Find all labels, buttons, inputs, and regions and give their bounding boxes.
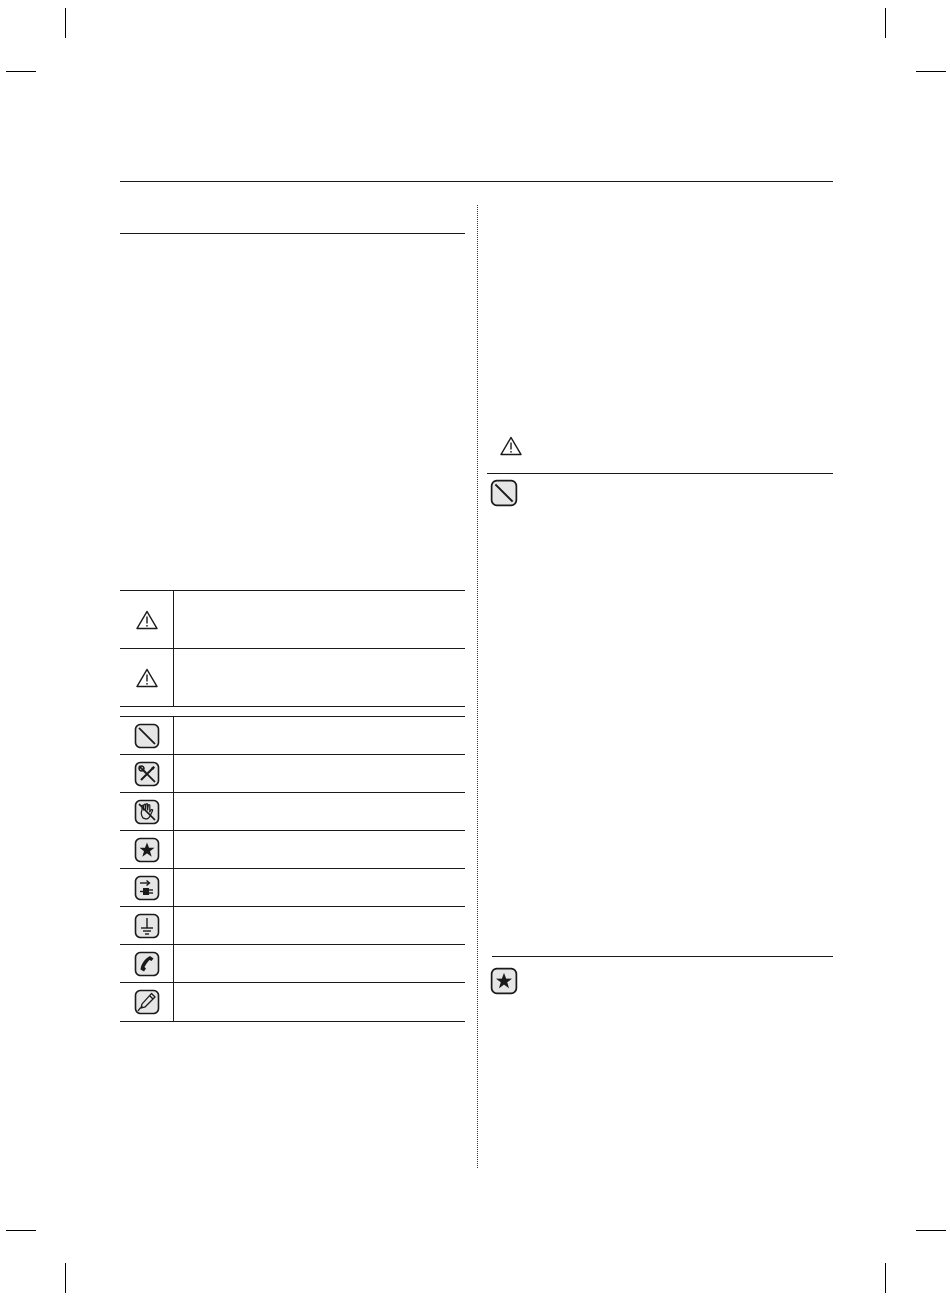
table-row <box>120 755 465 793</box>
warning-triangle-icon <box>120 591 173 648</box>
table-row <box>120 869 465 907</box>
prohibited-icon <box>120 717 173 754</box>
crop-mark <box>885 8 886 38</box>
crop-mark <box>916 1230 946 1231</box>
crop-mark <box>65 8 66 38</box>
table-row <box>120 831 465 869</box>
warning-triangle-icon <box>500 436 522 461</box>
header-rule <box>120 181 833 182</box>
crop-mark <box>6 1230 36 1231</box>
unplug-power-icon <box>120 869 173 906</box>
crop-mark <box>916 71 946 72</box>
symbol-table <box>120 716 465 1022</box>
section-rule <box>487 473 833 474</box>
section-rule <box>492 956 833 957</box>
do-not-disassemble-icon <box>120 755 173 792</box>
section-rule <box>120 233 465 234</box>
contact-service-icon <box>120 945 173 982</box>
table-row <box>120 907 465 945</box>
table-row <box>120 591 465 649</box>
column-divider <box>477 205 478 1168</box>
table-row <box>120 717 465 755</box>
prohibited-icon <box>490 479 518 512</box>
table-row <box>120 983 465 1022</box>
table-row <box>120 649 465 707</box>
crop-mark <box>885 1263 886 1293</box>
follow-directions-icon <box>490 967 518 1000</box>
follow-directions-icon <box>120 831 173 868</box>
warning-table <box>120 590 465 707</box>
crop-mark <box>65 1263 66 1293</box>
crop-mark <box>6 71 36 72</box>
ground-icon <box>120 907 173 944</box>
warning-triangle-icon <box>120 649 173 706</box>
do-not-touch-icon <box>120 793 173 830</box>
table-row <box>120 793 465 831</box>
note-icon <box>120 983 173 1021</box>
table-row <box>120 945 465 983</box>
